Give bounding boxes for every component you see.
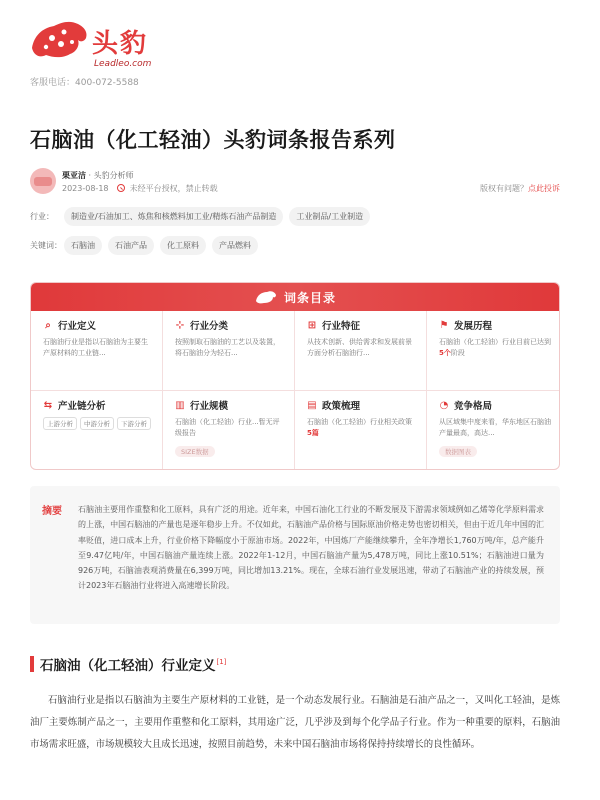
brand-domain: Leadleo.com (94, 59, 152, 69)
catalog-item-desc: 按照制取石脑油的工艺以及装置，将石脑油分为轻石... (175, 338, 280, 357)
catalog-card (30, 282, 560, 470)
downstream-tag[interactable]: 下游分析 (117, 417, 151, 430)
chain-icon: ⇆ (43, 399, 53, 411)
hotline (30, 75, 139, 88)
catalog-title: 词条目录 (283, 290, 336, 305)
catalog-item-desc: 石脑油行业是指以石脑油为主要生产原材料的工业链... (43, 338, 148, 357)
catalog-item-title: 产业链分析 (58, 401, 106, 412)
abstract-text: 石脑油主要用作重整和化工原料，具有广泛的用途。近年来，中国石油化工行业的不断发展及下游需求领域例如乙烯等化学原料需求的上涨，中国石脑油的产量也是逐年稳步上升。不仅如此，石脑油产品价格与国际原油价格走势也密切相关，但由于近几年中国的汇率贬值，进口成本上升，行业价格下降幅度小于原油市场。2022年，中国炼厂产能继续攀升，全年净增长1,760万吨/年，总产能升至9.47亿吨/年，中国石脑油产量连续上涨。2022年1-12月，中国石脑油产量为5,478万吨，同比上涨10.51%；石脑油进口量为926万吨，石脑油表观消费量在6,399万吨，同比增加13.21%。现在，全球石油行业发展迅速，带动了石脑油产业的持续发展，预计2023年石脑油行业将进入高速增长阶段。 (78, 505, 544, 591)
keyword-tag[interactable]: 石油产品 (108, 236, 154, 255)
copyright-notice (480, 183, 560, 194)
catalog-item-chain[interactable] (31, 391, 163, 470)
catalog-item-history[interactable] (427, 311, 559, 391)
catalog-item-desc: 石脑油（化工轻油）行业...暂无评级报告 (175, 418, 280, 437)
hotline-label: 客服电话： (30, 78, 76, 88)
author-separator: · (88, 171, 94, 180)
keywords-label: 关键词： (30, 241, 62, 250)
catalog-item-competition[interactable] (427, 391, 559, 470)
leopard-head-icon (254, 289, 278, 305)
catalog-item-scale[interactable] (163, 391, 295, 470)
catalog-item-desc: 石脑油（化工轻油）行业目前已达到 5个阶段 (439, 338, 551, 357)
prohibited-icon (117, 184, 125, 192)
keyword-tags (30, 236, 264, 255)
catalog-item-desc: 石脑油（化工轻油）行业相关政策 5篇 (307, 418, 412, 437)
catalog-item-characteristics[interactable] (295, 311, 427, 391)
hierarchy-icon: ⊹ (175, 319, 185, 331)
pie-icon: ◔ (439, 399, 449, 411)
copyright-question: 版权有问题？ (480, 184, 528, 193)
repost-notice: 未经平台授权，禁止转载 (129, 184, 218, 193)
industry-label: 行业： (30, 212, 54, 221)
magnifier-icon: ⌕ (45, 319, 51, 331)
bar-chart-icon: ▥ (175, 399, 185, 411)
reference-link[interactable]: [1] (216, 658, 227, 666)
avatar[interactable] (30, 168, 56, 194)
brand-name: 头豹 (92, 29, 149, 59)
catalog-item-title: 行业特征 (322, 321, 361, 332)
grid-icon: ⊞ (307, 319, 317, 331)
keyword-tag[interactable]: 石脑油 (64, 236, 102, 255)
keyword-tag[interactable]: 产品燃料 (212, 236, 258, 255)
industry-tag[interactable]: 制造业/石油加工、炼焦和核燃料加工业/精炼石油产品制造 (64, 207, 283, 226)
section-title: 石脑油（化工轻油）行业定义[1] (40, 658, 227, 674)
section-marker (30, 656, 34, 672)
abstract-box (30, 486, 560, 624)
catalog-item-title: 政策梳理 (322, 401, 361, 412)
publish-date: 2023-08-18 (62, 184, 109, 193)
upstream-tag[interactable]: 上游分析 (43, 417, 77, 430)
catalog-item-title: 发展历程 (454, 321, 493, 332)
leopard-logo-icon (28, 18, 90, 60)
catalog-item-title: 行业规模 (190, 401, 229, 412)
page-title: 石脑油（化工轻油）头豹词条报告系列 (30, 128, 396, 152)
catalog-item-desc: 从技术创新、供给需求和发展前景方面分析石脑油行... (307, 338, 412, 357)
stage-count: 5个 (439, 349, 451, 357)
catalog-item-policy[interactable] (295, 391, 427, 470)
hotline-number: 400-072-5588 (75, 78, 139, 88)
keyword-tag[interactable]: 化工原料 (160, 236, 206, 255)
midstream-tag[interactable]: 中游分析 (80, 417, 114, 430)
catalog-item-title: 行业分类 (190, 321, 229, 332)
catalog-item-classification[interactable] (163, 311, 295, 391)
author-role: 头豹分析师 (93, 171, 134, 180)
catalog-header (31, 283, 559, 311)
flag-icon: ⚑ (439, 319, 449, 331)
catalog-item-title: 行业定义 (58, 321, 97, 332)
policy-count: 5篇 (307, 429, 319, 437)
brand-logo[interactable] (26, 18, 166, 74)
size-data-badge: SIZE数据 (175, 446, 215, 457)
author-info (62, 170, 134, 181)
publish-meta (62, 183, 218, 194)
report-link[interactable]: 点此投诉 (528, 184, 560, 193)
catalog-item-title: 竞争格局 (454, 401, 493, 412)
catalog-item-desc: 从区域集中度来看，华东地区石脑油产量最高，高达... (439, 418, 551, 437)
abstract-label: 摘要 (42, 506, 62, 517)
catalog-item-definition[interactable] (31, 311, 163, 391)
industry-tags (30, 207, 376, 226)
industry-tag[interactable]: 工业制品/工业制造 (289, 207, 370, 226)
data-chart-badge: 数据图表 (439, 446, 477, 457)
section-body: 石脑油行业是指以石脑油为主要生产原材料的工业链，是一个动态发展行业。石脑油是石油产品之一，又叫化工轻油，是炼油厂主要炼制产品之一，主要用作重整和化工原料，其用途广泛，几乎涉及到每个化学品子行业。作为一种重要的原料，石脑油市场需求旺盛，市场规模较大且成长迅速，按照目前趋势，未来中国石脑油市场将保持持续增长的良性循环。 (30, 695, 560, 750)
author-name[interactable]: 栗亚洁 (62, 171, 86, 180)
policy-icon: ▤ (307, 399, 317, 411)
